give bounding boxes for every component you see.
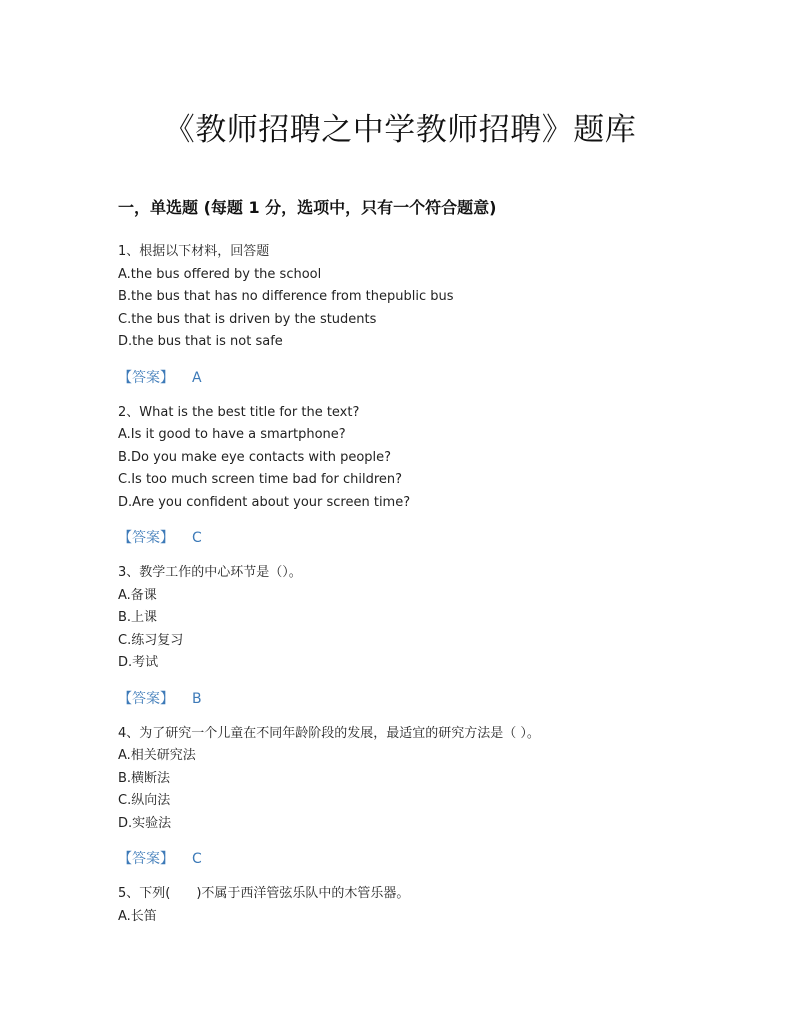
section-heading: 一，单选题 (每题 1 分，选项中，只有一个符合题意) xyxy=(118,198,497,217)
option-b: B.Do you make eye contacts with people? xyxy=(118,449,392,465)
option-b: B.上课 xyxy=(118,610,158,625)
question-4 xyxy=(118,723,758,871)
option-c: C.纵向法 xyxy=(118,793,171,808)
question-5 xyxy=(118,883,758,928)
answer-value: A xyxy=(192,369,202,386)
option-c: C.Is too much screen time bad for children? xyxy=(118,472,403,487)
answer-label: 【答案】 xyxy=(118,530,174,546)
option-a: A.备课 xyxy=(118,587,157,603)
answer-line xyxy=(118,367,758,389)
answer-label: 【答案】 xyxy=(118,851,174,867)
answer-value: C xyxy=(192,530,202,546)
question-stem: 4、为了研究一个儿童在不同年龄阶段的发展，最适宜的研究方法是（ ）。 xyxy=(118,725,540,741)
option-c: C.the bus that is driven by the students xyxy=(118,311,377,327)
question-2 xyxy=(118,402,758,550)
question-stem: 3、教学工作的中心环节是（）。 xyxy=(118,565,302,580)
answer-value: C xyxy=(192,851,202,867)
answer-label: 【答案】 xyxy=(118,690,174,707)
answer-label: 【答案】 xyxy=(118,369,174,386)
option-b: B.横断法 xyxy=(118,770,171,786)
option-a: A.长笛 xyxy=(118,908,157,924)
option-a: A.相关研究法 xyxy=(118,748,196,763)
question-list xyxy=(118,241,758,928)
option-d: D.实验法 xyxy=(118,815,172,831)
question-3 xyxy=(118,562,758,710)
document-title: 《教师招聘之中学教师招聘》题库 xyxy=(163,112,637,148)
option-d: D.考试 xyxy=(118,655,159,670)
option-a: A.the bus offered by the school xyxy=(118,266,322,282)
question-stem: 1、根据以下材料，回答题 xyxy=(118,244,270,259)
question-stem: 2、What is the best title for the text? xyxy=(118,404,360,420)
answer-line xyxy=(118,527,758,549)
option-d: D.the bus that is not safe xyxy=(118,334,283,349)
option-b: B.the bus that has no difference from thepublic bus xyxy=(118,289,454,304)
answer-line xyxy=(118,848,758,870)
answer-line xyxy=(118,688,758,710)
question-1 xyxy=(118,241,758,389)
option-d: D.Are you confident about your screen time? xyxy=(118,494,411,510)
option-c: C.练习复习 xyxy=(118,632,184,648)
question-stem: 5、下列( )不属于西洋管弦乐队中的木管乐器。 xyxy=(118,886,410,901)
option-a: A.Is it good to have a smartphone? xyxy=(118,427,346,442)
answer-value: B xyxy=(192,690,202,707)
